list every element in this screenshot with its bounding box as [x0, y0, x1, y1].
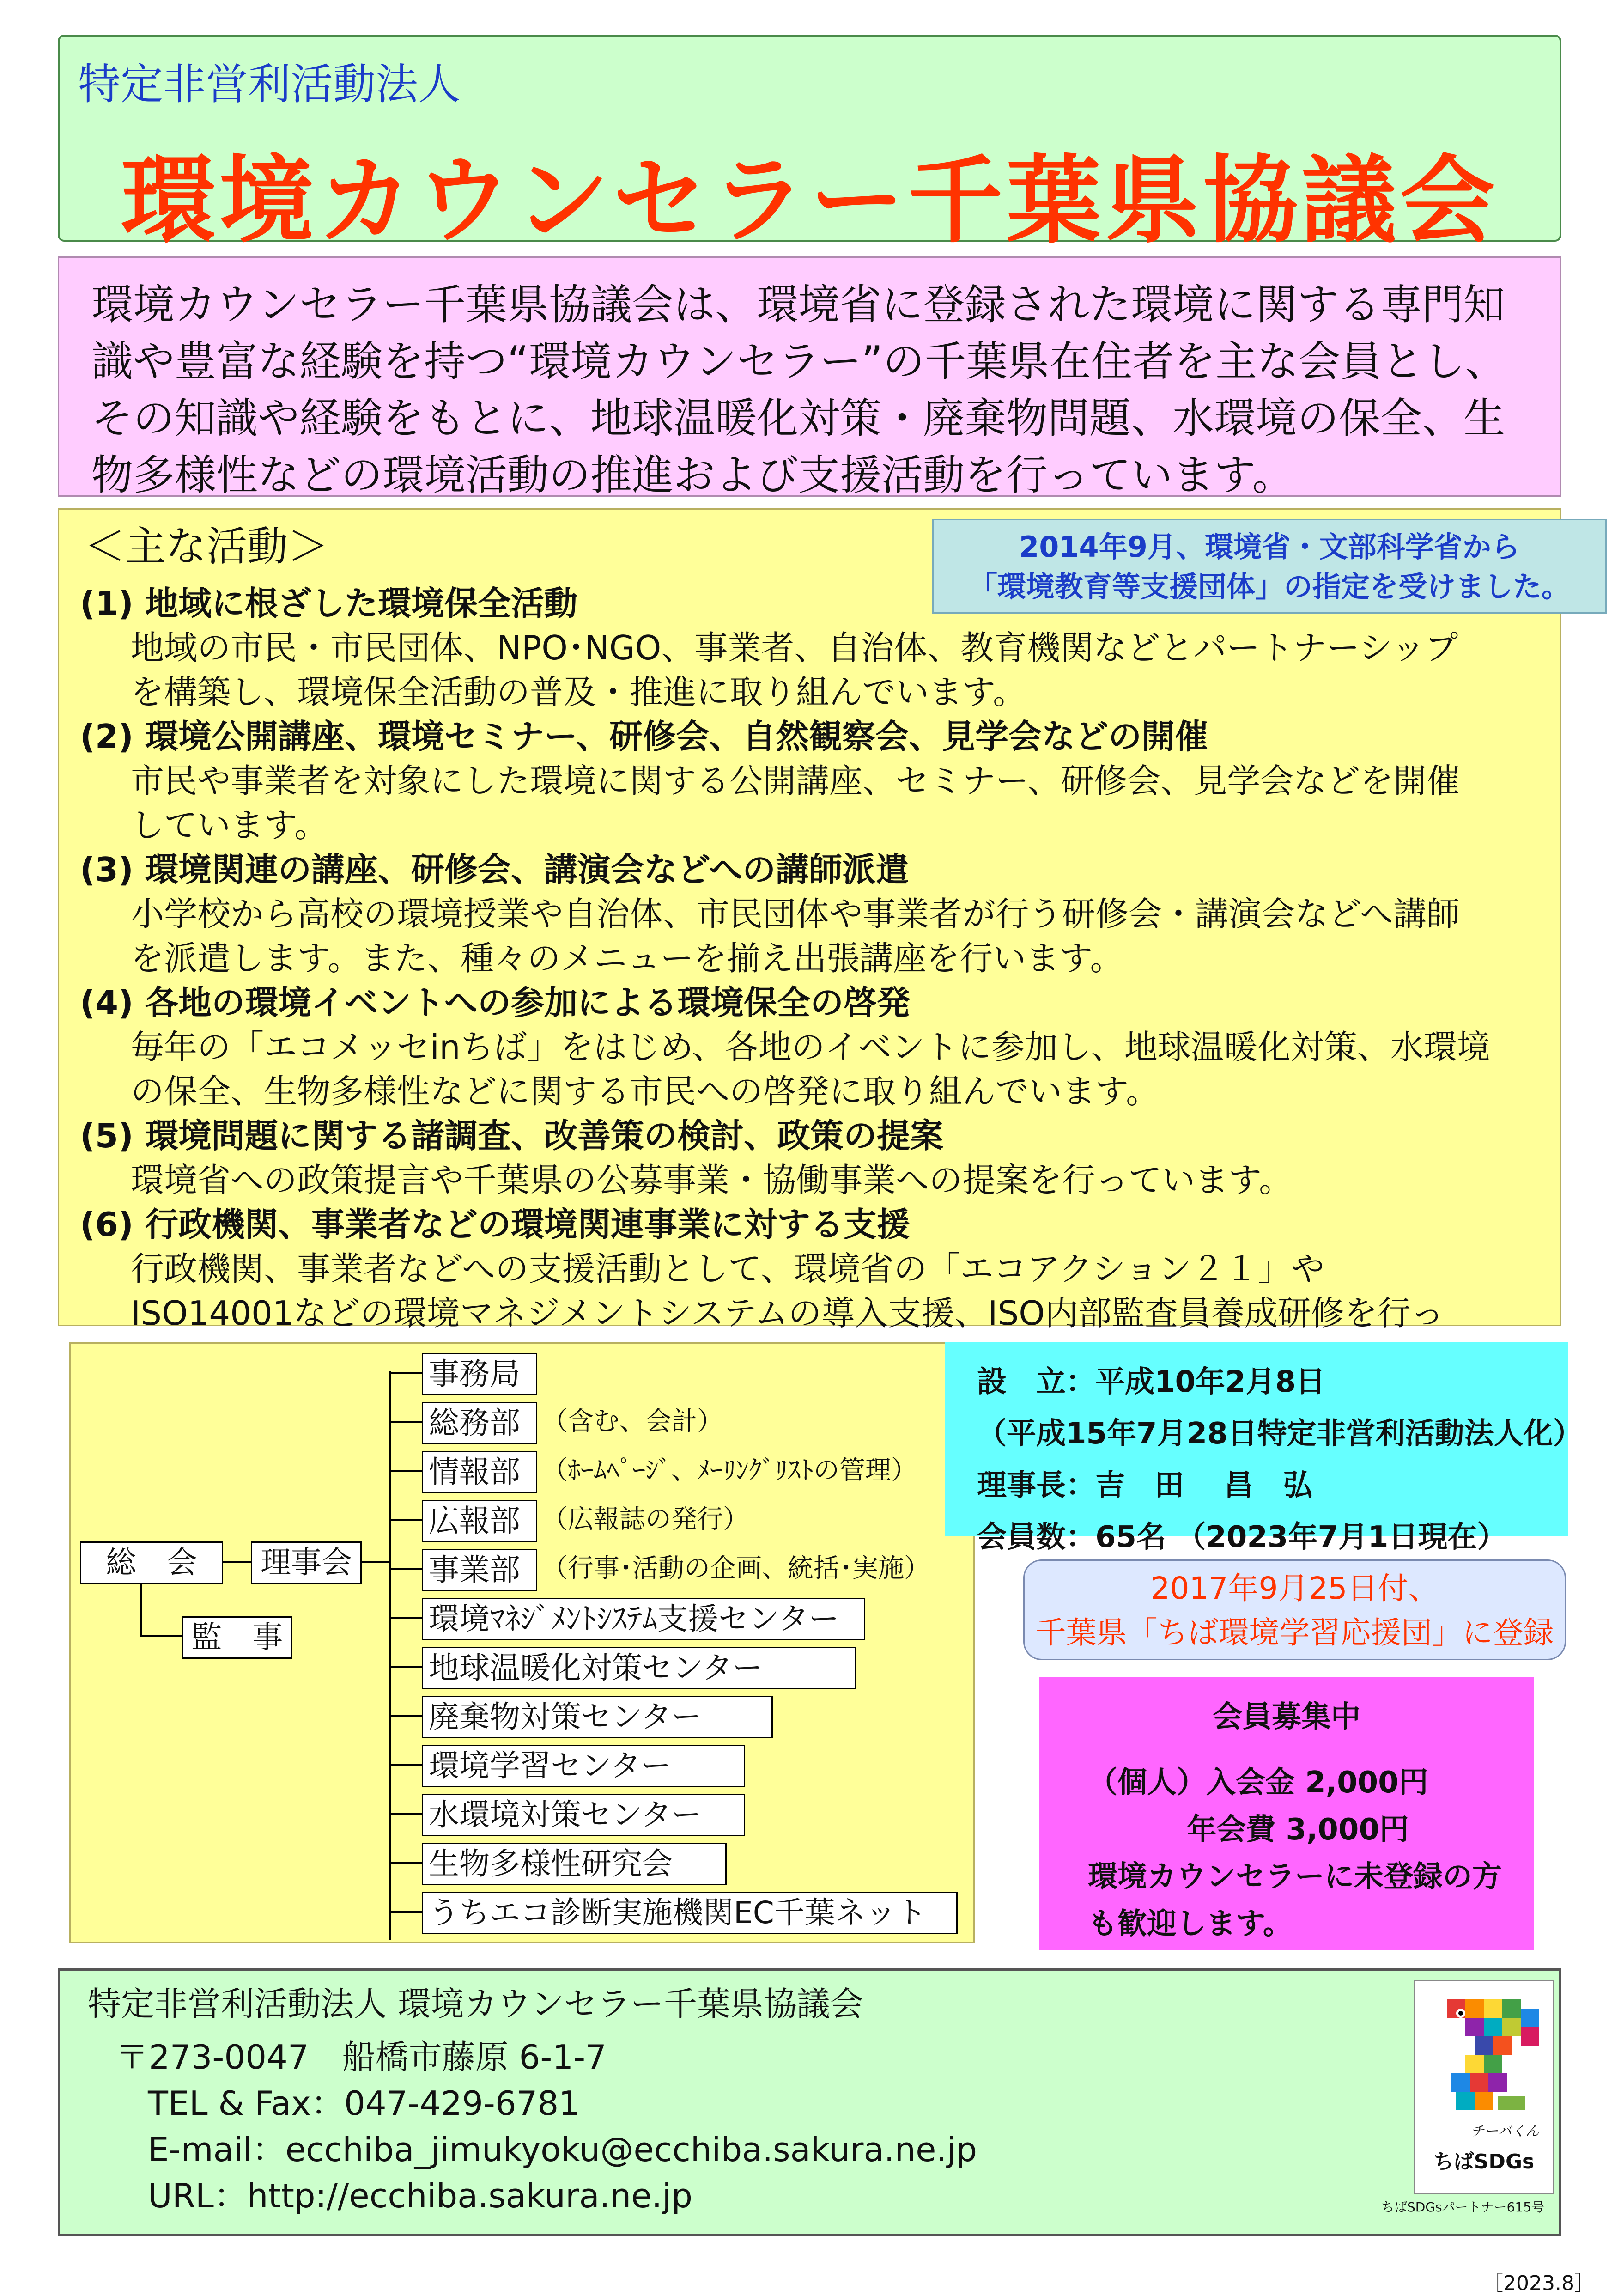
footer-org-name: 特定非営利活動法人 環境カウンセラー千葉県協議会 [88, 1985, 863, 2023]
intro-line: 物多様性などの環境活動の推進および支援活動を行っています。 [91, 451, 1294, 499]
info-line: 理事長：吉 田 昌 弘 [977, 1468, 1313, 1503]
org-unit: 廃棄物対策センター [422, 1696, 773, 1738]
org-branch-line [389, 1617, 422, 1619]
activity-title: (1) 地域に根ざした環境保全活動 [80, 584, 577, 623]
activity-desc: 環境省への政策提言や千葉県の公募事業・協働事業への提案を行っています。 [131, 1161, 1293, 1200]
footer-tel: TEL & Fax：047-429-6781 [148, 2084, 580, 2123]
org-unit: 情報部 [422, 1451, 537, 1493]
sdgs-partner-number: ちばSDGsパートナー615号 [1381, 2199, 1545, 2215]
chiba-sdgs-logo [1414, 1980, 1554, 2194]
activity-item [80, 714, 1549, 847]
org-unit: 環境ﾏﾈｼﾞﾒﾝﾄｼｽﾃﾑ支援センター [422, 1598, 865, 1640]
membership-line: （個人）入会金 2,000円 [1088, 1766, 1428, 1800]
org-connector [140, 1579, 142, 1637]
sdgs-logo-text: ちばSDGs [1433, 2150, 1535, 2174]
info-line: 会員数：65名 （2023年7月1日現在） [977, 1520, 1507, 1554]
activity-title: (4) 各地の環境イベントへの参加による環境保全の啓発 [80, 983, 910, 1022]
membership-box [1039, 1677, 1534, 1950]
activity-desc: ISO14001などの環境マネジメントシステムの導入支援、ISO内部監査員養成研修を行っ [131, 1294, 1444, 1333]
org-unit: 環境学習センター [422, 1745, 745, 1787]
org-unit-note: （含む、会計） [542, 1407, 723, 1437]
award-line: 「環境教育等支援団体」の指定を受けました。 [968, 570, 1570, 603]
org-branch-line [389, 1813, 422, 1815]
footer-address: 〒273-0047 船橋市藤原 6-1-7 [115, 2038, 607, 2077]
mascot-name: チーバくん [1470, 2123, 1539, 2139]
org-unit: 生物多様性研究会 [422, 1843, 727, 1885]
header-banner [58, 35, 1561, 256]
activity-desc: の保全、生物多様性などに関する市民への啓発に取り組んでいます。 [131, 1072, 1160, 1111]
activity-desc: 行政機関、事業者などへの支援活動として、環境省の「エコアクション２１」や [131, 1249, 1325, 1288]
org-connector [140, 1635, 182, 1637]
activity-title: (5) 環境問題に関する諸調査、改善策の検討、政策の提案 [80, 1116, 943, 1155]
org-unit: 水環境対策センター [422, 1794, 745, 1836]
org-unit: うちエコ診断実施機関EC千葉ネット [422, 1892, 958, 1934]
activity-desc: を構築し、環境保全活動の普及・推進に取り組んでいます。 [131, 673, 1026, 712]
publish-date: ［2023.8］ [1483, 2272, 1595, 2295]
org-branch-line [389, 1911, 422, 1913]
info-line: 設 立：平成10年2月8日 [977, 1365, 1326, 1399]
activity-item [80, 581, 1549, 714]
activity-item [80, 981, 1549, 1114]
contact-footer [58, 1968, 1561, 2236]
activity-desc: 毎年の「エコメッセinちば」をはじめ、各地のイベントに参加し、地球温暖化対策、水環境 [131, 1028, 1490, 1066]
activity-desc: 地域の市民・市民団体、NPO･NGO、事業者、自治体、教育機関などとパートナーシップ [131, 628, 1458, 667]
org-general-assembly: 総 会 [80, 1541, 223, 1584]
org-unit: 総務部 [422, 1402, 537, 1444]
membership-line: も歓迎します。 [1088, 1907, 1293, 1941]
activities-heading: ＜主な活動＞ [85, 523, 329, 570]
cert-line: 千葉県「ちば環境学習応援団」に登録 [1035, 1615, 1554, 1650]
intro-box [58, 256, 1561, 497]
activities-section [58, 508, 1570, 1333]
intro-line: 環境カウンセラー千葉県協議会は、環境省に登録された環境に関する専門知 [91, 280, 1505, 329]
intro-line: その知識や経験をもとに、地球温暖化対策・廃棄物問題、水環境の保全、生 [91, 394, 1505, 443]
certification-notice [1023, 1559, 1566, 1660]
activity-desc: を派遣します。また、種々のメニューを揃え出張講座を行います。 [131, 939, 1123, 978]
org-trunk-line [389, 1371, 391, 1940]
org-unit: 地球温暖化対策センター [422, 1647, 856, 1689]
org-board: 理事会 [251, 1541, 362, 1584]
org-connector [223, 1561, 251, 1563]
org-unit: 広報部 [422, 1500, 537, 1542]
info-line: （平成15年7月28日特定非営利活動法人化） [977, 1417, 1583, 1451]
activity-desc: 小学校から高校の環境授業や自治体、市民団体や事業者が行う研修会・講演会などへ講師 [131, 895, 1460, 933]
org-connector [362, 1561, 390, 1563]
activity-item [80, 847, 1549, 981]
membership-line: 年会費 3,000円 [1088, 1813, 1409, 1847]
activity-desc: 市民や事業者を対象にした環境に関する公開講座、セミナー、研修会、見学会などを開催 [131, 761, 1460, 800]
cert-line: 2017年9月25日付、 [1150, 1571, 1439, 1606]
org-unit-note: （広報誌の発行） [542, 1504, 749, 1535]
award-line: 2014年9月、環境省・文部科学省から [1019, 530, 1520, 564]
activity-title: (2) 環境公開講座、環境セミナー、研修会、自然観察会、見学会などの開催 [80, 717, 1208, 756]
org-branch-line [389, 1715, 422, 1717]
activity-desc: しています。 [131, 806, 328, 845]
org-branch-line [389, 1421, 422, 1423]
membership-line: 環境カウンセラーに未登録の方 [1088, 1860, 1502, 1894]
footer-email[interactable]: E-mail：ecchiba_jimukyoku@ecchiba.sakura.ne.jp [148, 2130, 977, 2169]
org-branch-line [389, 1666, 422, 1668]
chiiba-kun-mascot-icon [1415, 1981, 1553, 2133]
org-unit: 事務局 [422, 1353, 537, 1395]
activities-list [80, 581, 1549, 1380]
org-title: 環境カウンセラー千葉県協議会 [121, 146, 1499, 256]
org-type-subtitle: 特定非営利活動法人 [78, 60, 461, 109]
org-branch-line [389, 1372, 422, 1374]
activity-title: (3) 環境関連の講座、研修会、講演会などへの講師派遣 [80, 850, 909, 889]
org-auditor: 監 事 [182, 1616, 292, 1659]
org-branch-line [389, 1519, 422, 1521]
membership-heading: 会員募集中 [1213, 1700, 1360, 1734]
org-unit-note: （ﾎｰﾑﾍﾟｰｼﾞ、ﾒｰﾘﾝｸﾞﾘｽﾄの管理） [542, 1456, 917, 1486]
footer-url[interactable]: URL：http://ecchiba.sakura.ne.jp [148, 2176, 693, 2215]
org-chart [69, 1342, 975, 1943]
org-branch-line [389, 1862, 422, 1864]
org-branch-line [389, 1764, 422, 1766]
org-unit-note: （行事･活動の企画、統括･実施） [542, 1553, 930, 1583]
activity-item [80, 1114, 1549, 1202]
activity-title: (6) 行政機関、事業者などの環境関連事業に対する支援 [80, 1205, 910, 1244]
org-branch-line [389, 1470, 422, 1472]
org-branch-line [389, 1568, 422, 1570]
org-unit: 事業部 [422, 1549, 537, 1591]
founding-info [945, 1342, 1583, 1554]
intro-line: 識や豊富な経験を持つ“環境カウンセラー”の千葉県在住者を主な会員とし、 [91, 337, 1507, 386]
